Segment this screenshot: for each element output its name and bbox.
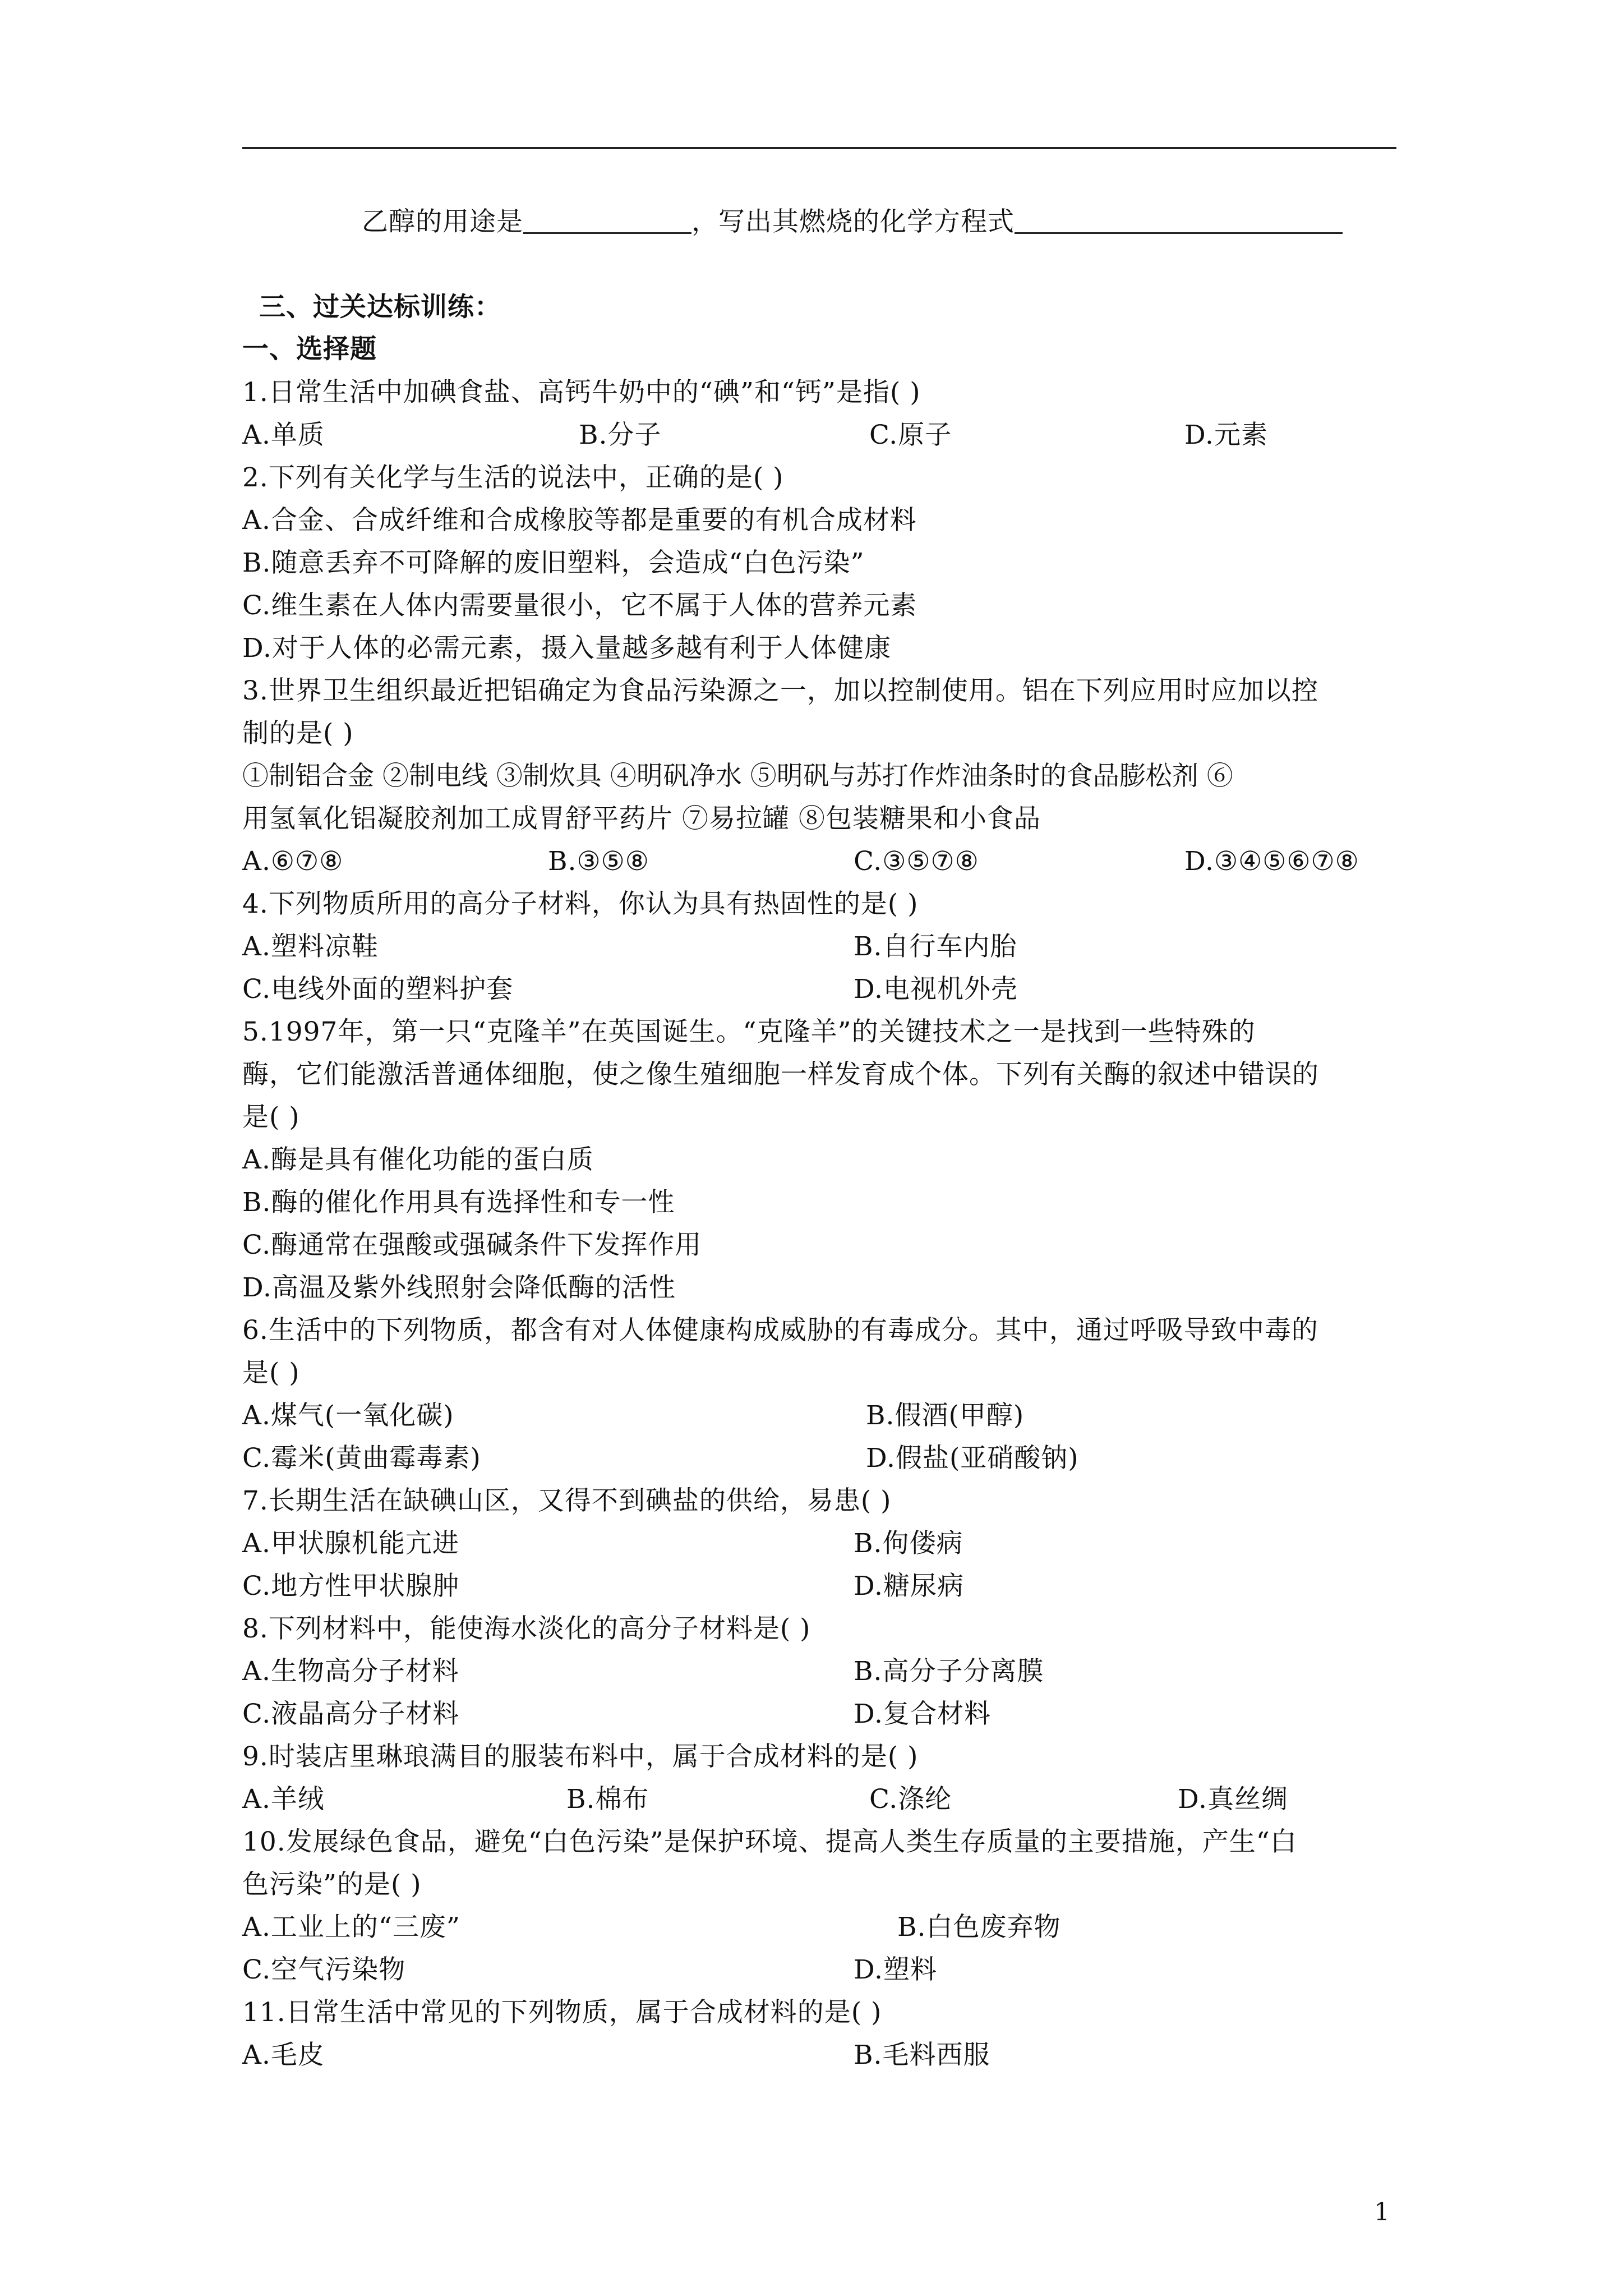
option-b: B.分子	[579, 420, 662, 450]
section-title: 三、过关达标训练：	[259, 292, 501, 323]
option-row	[242, 1693, 1420, 1736]
option-row	[242, 1778, 1420, 1821]
option-a: A.酶是具有催化功能的蛋白质	[242, 1144, 594, 1175]
question-stem: ①制铝合金 ②制电线 ③制炊具 ④明矾净水 ⑤明矾与苏打作炸油条时的食品膨松剂 ⑥	[242, 761, 1233, 792]
option-a: A.单质	[242, 420, 325, 450]
option-c: C.涤纶	[869, 1784, 952, 1815]
question-stem: 是( )	[242, 1358, 300, 1388]
option-b: B.白色废弃物	[897, 1912, 1061, 1943]
option-c: C.液晶高分子材料	[242, 1699, 460, 1729]
option-row	[242, 2034, 1420, 2077]
question-stem: 11.日常生活中常见的下列物质，属于合成材料的是( )	[242, 1997, 882, 2028]
option-a: A.煤气(一氧化碳)	[242, 1400, 454, 1431]
question-stem: 是( )	[242, 1102, 300, 1133]
option-d: D.高温及紫外线照射会降低酶的活性	[242, 1272, 676, 1303]
question-stem: 3.世界卫生组织最近把铝确定为食品污染源之一，加以控制使用。铝在下列应用时应加以控	[242, 675, 1318, 706]
option-d: D.对于人体的必需元素，摄入量越多越有利于人体健康	[242, 633, 891, 664]
answer-blank-use	[523, 204, 691, 234]
option-d: D.③④⑤⑥⑦⑧	[1184, 846, 1359, 877]
option-b: B.高分子分离膜	[854, 1656, 1044, 1687]
option-d: D.塑料	[854, 1954, 937, 1985]
option-row	[242, 414, 1420, 457]
option-a: A.生物高分子材料	[242, 1656, 459, 1687]
option-c: C.空气污染物	[242, 1954, 406, 1985]
question-stem: 1.日常生活中加碘食盐、高钙牛奶中的“碘”和“钙”是指( )	[242, 377, 921, 408]
intro-line	[362, 201, 1343, 243]
question-stem: 用氢氧化铝凝胶剂加工成胃舒平药片 ⑦易拉罐 ⑧包装糖果和小食品	[242, 803, 1041, 834]
option-c: C.电线外面的塑料护套	[242, 974, 514, 1005]
option-row	[242, 1906, 1420, 1949]
option-b: B.③⑤⑧	[548, 846, 649, 877]
option-row	[242, 1395, 1420, 1437]
option-row	[242, 926, 1420, 968]
option-a: A.工业上的“三废”	[242, 1912, 460, 1943]
option-d: D.元素	[1184, 420, 1268, 450]
question-stem: 9.时装店里琳琅满目的服装布料中，属于合成材料的是( )	[242, 1741, 919, 1772]
option-a: A.甲状腺机能亢进	[242, 1528, 459, 1559]
option-a: A.⑥⑦⑧	[242, 846, 344, 877]
option-b: B.棉布	[566, 1784, 649, 1815]
option-row	[242, 1437, 1420, 1480]
question-stem: 酶，它们能激活普通体细胞，使之像生殖细胞一样发育成个体。下列有关酶的叙述中错误的	[242, 1059, 1319, 1090]
option-a: A.羊绒	[242, 1784, 325, 1815]
subsection-title: 一、选择题	[242, 334, 377, 365]
question-stem: 4.下列物质所用的高分子材料，你认为具有热固性的是( )	[242, 889, 919, 919]
option-row	[242, 1949, 1420, 1991]
option-row	[242, 968, 1420, 1011]
option-b: B.自行车内胎	[854, 931, 1017, 962]
option-c: C.霉米(黄曲霉毒素)	[242, 1443, 481, 1474]
question-stem: 5.1997年，第一只“克隆羊”在英国诞生。“克隆羊”的关键技术之一是找到一些特殊的	[242, 1016, 1256, 1047]
option-d: D.假盐(亚硝酸钠)	[866, 1443, 1079, 1474]
option-a: A.塑料凉鞋	[242, 931, 379, 962]
option-a: A.毛皮	[242, 2040, 325, 2070]
option-d: D.电视机外壳	[854, 974, 1018, 1005]
option-row	[242, 840, 1420, 883]
option-c: C.原子	[869, 420, 952, 450]
option-b: B.毛料西服	[854, 2040, 990, 2070]
option-d: D.复合材料	[854, 1699, 991, 1729]
option-row	[242, 1650, 1420, 1693]
option-d: D.真丝绸	[1178, 1784, 1288, 1815]
option-c: C.地方性甲状腺肿	[242, 1571, 460, 1602]
option-c: C.酶通常在强酸或强碱条件下发挥作用	[242, 1230, 702, 1260]
intro-part1: 乙醇的用途是	[362, 206, 523, 237]
option-b: B.假酒(甲醇)	[866, 1400, 1025, 1431]
option-c: C.维生素在人体内需要量很小，它不属于人体的营养元素	[242, 590, 917, 621]
option-row	[242, 1522, 1420, 1565]
option-b: B.佝偻病	[854, 1528, 963, 1559]
option-d: D.糖尿病	[854, 1571, 964, 1602]
question-stem: 8.下列材料中，能使海水淡化的高分子材料是( )	[242, 1613, 811, 1644]
option-b: B.随意丢弃不可降解的废旧塑料，会造成“白色污染”	[242, 547, 865, 578]
question-stem: 2.下列有关化学与生活的说法中，正确的是( )	[242, 462, 784, 493]
option-c: C.③⑤⑦⑧	[854, 846, 979, 877]
question-stem: 6.生活中的下列物质，都含有对人体健康构成威胁的有毒成分。其中，通过呼吸导致中毒的	[242, 1315, 1318, 1346]
option-row	[242, 1565, 1420, 1608]
question-stem: 制的是( )	[242, 718, 354, 749]
page-number: 1	[1374, 2198, 1390, 2226]
answer-blank-equation	[1015, 204, 1343, 234]
option-a: A.合金、合成纤维和合成橡胶等都是重要的有机合成材料	[242, 505, 917, 536]
question-stem: 10.发展绿色食品，避免“白色污染”是保护环境、提高人类生存质量的主要措施，产生“白	[242, 1826, 1297, 1857]
header-rule	[242, 147, 1396, 149]
intro-part2: ，写出其燃烧的化学方程式	[691, 206, 1015, 237]
question-stem: 7.长期生活在缺碘山区，又得不到碘盐的供给，易患( )	[242, 1485, 892, 1516]
question-stem: 色污染”的是( )	[242, 1869, 422, 1900]
option-b: B.酶的催化作用具有选择性和专一性	[242, 1187, 675, 1218]
